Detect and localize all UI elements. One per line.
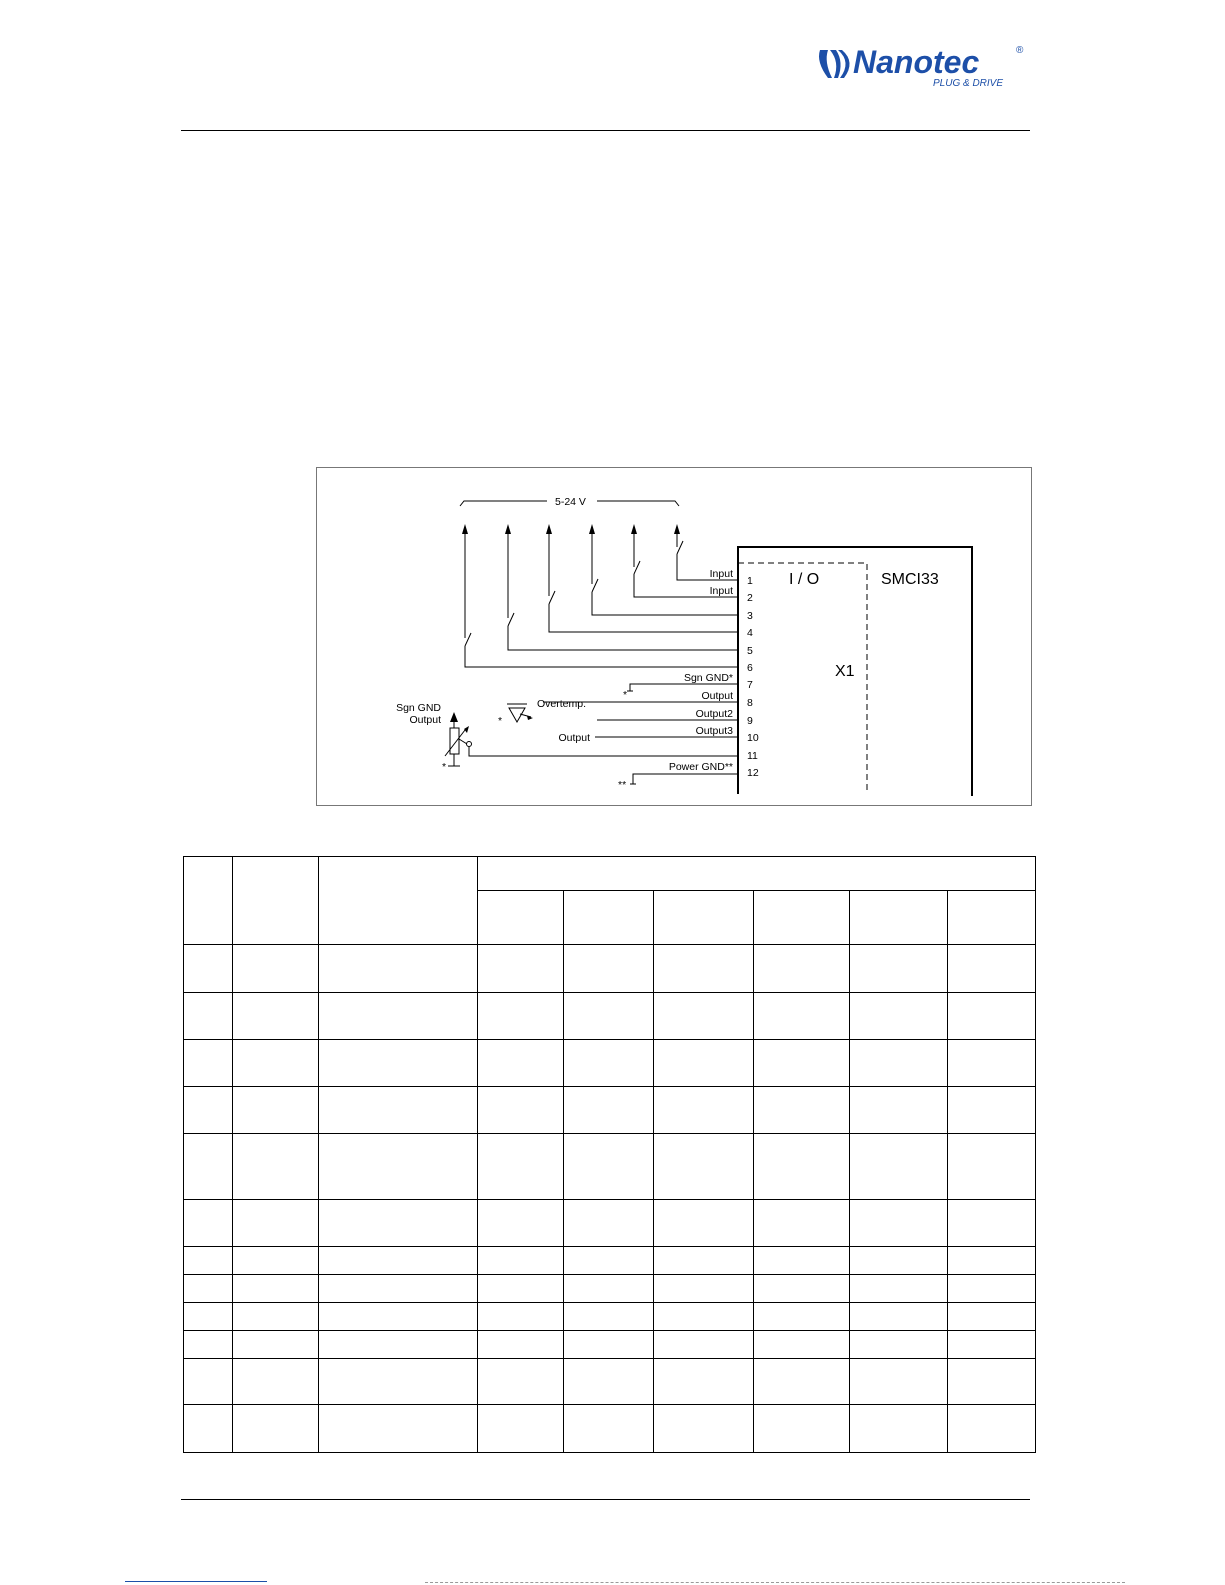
table-cell [564,1405,654,1453]
table-cell [850,1040,948,1087]
pin-assignment-table [183,856,1036,1453]
pin-label-9: Output2 [695,708,733,720]
table-cell [564,945,654,993]
table-cell [233,1200,319,1247]
table-cell [478,945,564,993]
table-cell [948,1405,1036,1453]
table-cell [654,1275,754,1303]
table-row [184,1275,1036,1303]
table-cell [754,1200,850,1247]
table-row [184,1247,1036,1275]
footer-dashed-line [425,1582,1125,1583]
table-row [184,1359,1036,1405]
pin-number-10: 10 [747,732,759,744]
table-cell [754,1331,850,1359]
pin-number-11: 11 [747,750,758,762]
table-cell [754,993,850,1040]
table-cell [319,1134,478,1200]
pin-label-12: Power GND** [668,761,733,773]
table-cell [478,1275,564,1303]
table-cell [319,1275,478,1303]
table-cell [564,1359,654,1405]
pin-number-1: 1 [747,575,753,587]
table-cell [850,1405,948,1453]
table-cell [564,1040,654,1087]
table-cell [654,1331,754,1359]
table-cell [850,1359,948,1405]
sgn-gnd-label: Sgn GND [396,702,441,714]
table-cell [233,1359,319,1405]
table-row [184,1040,1036,1087]
table-cell [948,945,1036,993]
table-row [184,993,1036,1040]
pin-label-1: Input [709,568,733,580]
table-cell [319,1331,478,1359]
table-header-cell [948,891,1036,945]
table-cell [754,1405,850,1453]
table-cell [850,1303,948,1331]
table-cell [184,1359,233,1405]
table-cell [654,945,754,993]
table-cell [184,1200,233,1247]
table-cell [233,1134,319,1200]
table-cell [654,1247,754,1275]
table-row [184,1134,1036,1200]
table-cell [184,1247,233,1275]
table-cell [754,1303,850,1331]
table-row [184,1405,1036,1453]
table-cell [478,1040,564,1087]
table-cell [478,1303,564,1331]
table-header-group-cell [478,857,1036,891]
table-row [184,1200,1036,1247]
table-cell [233,945,319,993]
table-cell [233,1331,319,1359]
table-cell [184,1134,233,1200]
table-cell [319,1405,478,1453]
table-cell [850,945,948,993]
table-cell [850,1331,948,1359]
table-header-cell [754,891,850,945]
table-cell [319,1359,478,1405]
table-cell [948,993,1036,1040]
table-row [184,1331,1036,1359]
table-cell [184,1040,233,1087]
pin-number-4: 4 [747,627,753,639]
table-cell [850,993,948,1040]
table-cell [319,1040,478,1087]
table-cell [319,993,478,1040]
table-header-cell [654,891,754,945]
table-cell [654,1303,754,1331]
table-cell [319,1247,478,1275]
table-cell [564,993,654,1040]
table-header-cell [233,857,319,945]
footer-rule [181,1499,1030,1500]
table-row [184,1087,1036,1134]
table-cell [184,1275,233,1303]
pin-number-2: 2 [747,592,753,604]
device-label: SMCI33 [881,571,939,588]
table-cell [478,1087,564,1134]
table-header-cell [850,891,948,945]
table-cell [233,1405,319,1453]
table-cell [754,1359,850,1405]
table-row [184,945,1036,993]
pin-label-10: Output3 [695,725,733,737]
table-cell [184,993,233,1040]
table-header-row [184,857,1036,891]
table-cell [948,1247,1036,1275]
table-cell [184,1405,233,1453]
pin-label-7: Sgn GND* [683,672,733,684]
table-cell [754,1040,850,1087]
pin-number-8: 8 [747,697,753,709]
pin-number-5: 5 [747,645,753,657]
table-cell [948,1331,1036,1359]
table-row [184,1303,1036,1331]
table-cell [233,993,319,1040]
table-cell [948,1087,1036,1134]
table-cell [233,1247,319,1275]
table-cell [564,1200,654,1247]
table-cell [478,1247,564,1275]
table-cell [850,1200,948,1247]
wiring-diagram [316,467,1032,806]
table-cell [948,1200,1036,1247]
footnote-star-3: * [442,761,447,773]
table-cell [654,1405,754,1453]
table-cell [233,1303,319,1331]
pin-label-8: Output [701,690,733,702]
table-cell [184,1331,233,1359]
table-cell [319,1303,478,1331]
pin-number-7: 7 [747,679,753,691]
table-cell [184,945,233,993]
table-cell [654,1087,754,1134]
table-header-cell [184,857,233,945]
table-cell [754,1134,850,1200]
table-cell [319,1087,478,1134]
pin-number-6: 6 [747,662,753,674]
table-cell [478,1134,564,1200]
table-cell [850,1247,948,1275]
table-header-cell [564,891,654,945]
table-cell [319,945,478,993]
table-cell [754,1247,850,1275]
table-cell [564,1275,654,1303]
sgn-gnd-output-label: Output [409,714,441,726]
table-cell [564,1087,654,1134]
pin-number-3: 3 [747,610,753,622]
table-cell [564,1134,654,1200]
output-label: Output [558,732,590,744]
table-cell [478,993,564,1040]
connector-label: X1 [835,663,855,680]
footnote-star-2: * [498,715,503,727]
table-cell [564,1303,654,1331]
table-cell [654,1134,754,1200]
nanotec-emblem-icon [819,50,850,78]
table-cell [478,1359,564,1405]
table-cell [850,1134,948,1200]
table-cell [654,1040,754,1087]
pin-label-2: Input [709,585,733,597]
table-cell [754,1087,850,1134]
pin-number-9: 9 [747,715,753,727]
table-cell [564,1247,654,1275]
table-cell [233,1040,319,1087]
header-rule [181,130,1030,131]
overtemp-label: Overtemp. [537,698,587,710]
table-cell [948,1303,1036,1331]
io-label: I / O [789,571,820,588]
pin-number-12: 12 [747,767,759,779]
table-cell [948,1134,1036,1200]
table-header-cell [319,857,478,945]
brand-registered: ® [1016,45,1024,56]
table-cell [654,1359,754,1405]
table-cell [184,1303,233,1331]
nanotec-logo [816,40,1031,92]
table-cell [233,1087,319,1134]
table-cell [948,1359,1036,1405]
table-cell [850,1275,948,1303]
table-cell [754,1275,850,1303]
table-cell [948,1275,1036,1303]
supply-voltage-label: 5-24 V [555,496,586,508]
table-header-cell [478,891,564,945]
table-body [184,945,1036,1453]
table-cell [233,1275,319,1303]
footnote-star-1: * [623,689,628,701]
table-cell [654,993,754,1040]
table-cell [478,1331,564,1359]
table-cell [654,1200,754,1247]
table-cell [184,1087,233,1134]
brand-name: Nanotec [853,44,980,80]
table-cell [948,1040,1036,1087]
table-cell [319,1200,478,1247]
footer-link-underline [125,1581,267,1582]
brand-tagline: PLUG & DRIVE [933,78,1004,89]
footnote-double-star: ** [618,779,627,791]
table-cell [564,1331,654,1359]
table-cell [478,1405,564,1453]
table-cell [478,1200,564,1247]
table-cell [850,1087,948,1134]
table-cell [754,945,850,993]
